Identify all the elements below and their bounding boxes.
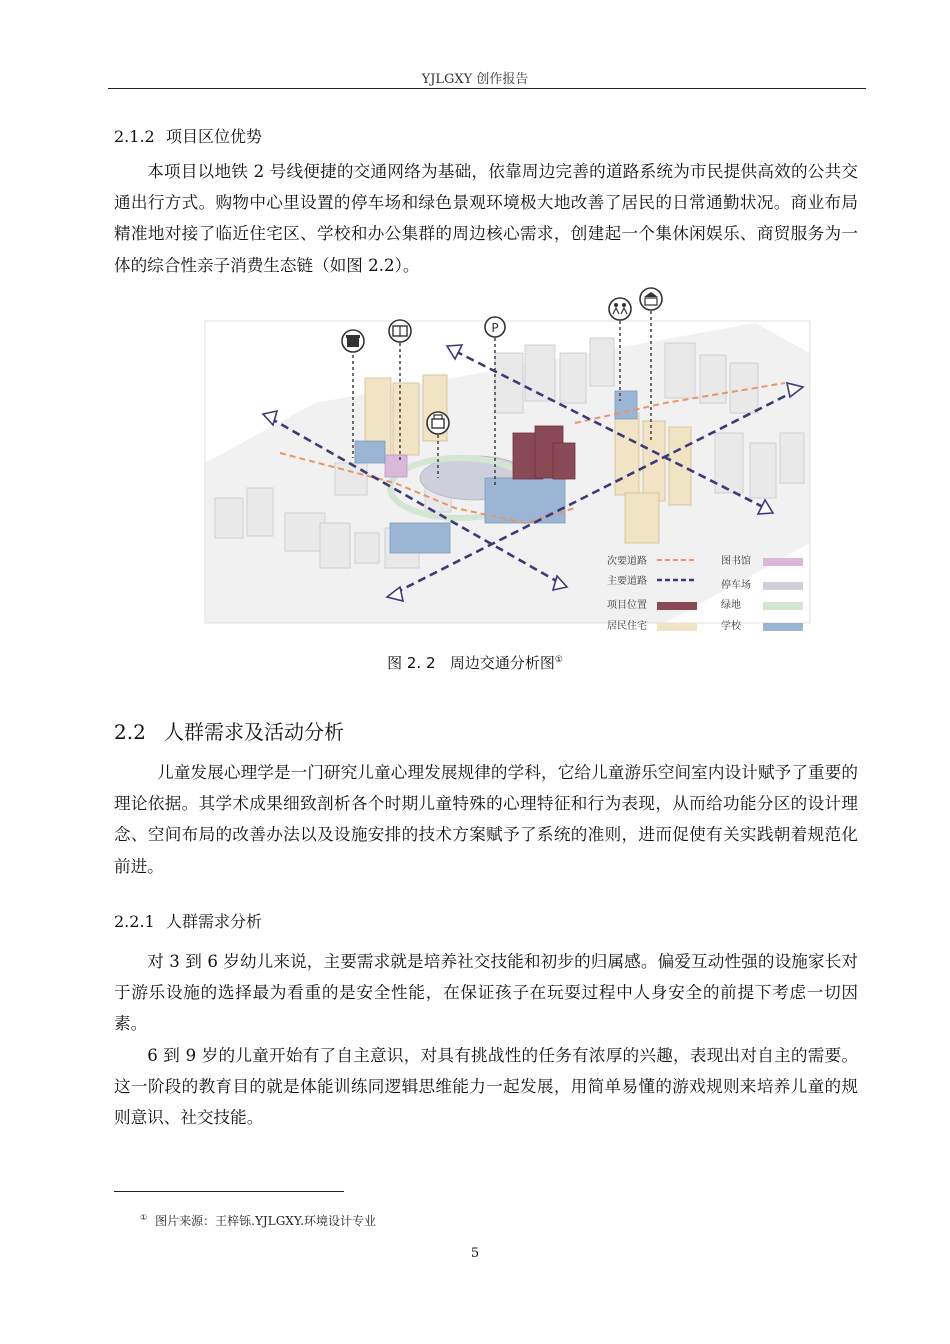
paragraph-age-3-6: 对 3 到 6 岁幼儿来说，主要需求就是培养社交技能和初步的归属感。偏爱互动性强的设施家长对于游乐设施的选择最为看重的是安全性能，在保证孩子在玩耍过程中人身安全的前提下考虑一切因素。 <box>114 952 858 1034</box>
caption-title: 周边交通分析图 <box>449 654 555 672</box>
parking-icon <box>485 317 505 337</box>
paragraph-crowd-analysis: 儿童发展心理学是一门研究儿童心理发展规律的学科，它给儿童游乐空间室内设计赋予了重要的理论依据。其学术成果细致剖析各个时期儿童特殊的心理特征和行为表现，从而给功能分区的设计理念、空间布局的改善办法以及设施安排的技术方案赋予了系统的准则，进而促使有关实践朝着规范化前进。 <box>114 763 858 876</box>
caption-footnote-mark: ① <box>554 655 563 665</box>
svg-text:P: P <box>491 321 499 335</box>
svg-text:停车场: 停车场 <box>721 580 751 591</box>
bank-icon <box>640 288 662 310</box>
svg-text:学校: 学校 <box>721 621 741 632</box>
svg-text:图书馆: 图书馆 <box>721 556 751 567</box>
family-icon <box>609 298 631 320</box>
paragraph-age-6-9: 6 到 9 岁的儿童开始有了自主意识，对具有挑战性的任务有浓厚的兴趣，表现出对自主的需要。这一阶段的教育目的就是体能训练同逻辑思维能力一起发展，用简单易懂的游戏规则来培养儿童的规则意识、社交技能。 <box>114 1046 858 1128</box>
caption-prefix: 图 2. 2 <box>387 654 436 672</box>
page-number: 5 <box>470 1246 480 1261</box>
footnote-text: 图片来源：王梓铄.YJLGXY.环境设计专业 <box>155 1214 377 1228</box>
traffic-analysis-diagram <box>195 283 815 635</box>
traffic-analysis-figure <box>195 283 815 635</box>
section-heading-2-2-1 <box>114 909 262 932</box>
section-heading-2-2 <box>114 716 344 745</box>
section-number: 2.2 <box>114 720 146 744</box>
paragraph-location-advantage: 本项目以地铁 2 号线便捷的交通网络为基础，依靠周边完善的道路系统为市民提供高效的公共交通出行方式。购物中心里设置的停车场和绿色景观环境极大地改善了居民的日常通勤状况。商业布局精准地对接了临近住宅区、学校和办公集群的周边核心需求，创建起一个集休闲娱乐、商贸服务为一体的综合性亲子消费生态链（如图 2.2）。 <box>114 162 858 275</box>
section-title: 人群需求及活动分析 <box>164 720 344 744</box>
header-divider <box>108 88 866 89</box>
figure-caption <box>0 652 950 673</box>
footnote-divider <box>114 1191 344 1192</box>
section-number: 2.2.1 <box>114 912 155 931</box>
footnote-mark: ① <box>140 1213 148 1222</box>
gift-icon <box>342 330 364 352</box>
page-header-title: YJLGXY 创作报告 <box>421 72 529 87</box>
svg-text:居民住宅: 居民住宅 <box>607 621 647 632</box>
svg-text:次要道路: 次要道路 <box>607 556 647 567</box>
book-icon <box>389 320 411 342</box>
svg-text:主要道路: 主要道路 <box>607 576 647 587</box>
section-title: 项目区位优势 <box>166 127 263 146</box>
svg-text:项目位置: 项目位置 <box>607 600 647 611</box>
svg-text:绿地: 绿地 <box>721 600 741 611</box>
shopping-icon <box>427 412 449 434</box>
section-number: 2.1.2 <box>114 127 155 146</box>
section-title: 人群需求分析 <box>166 912 263 931</box>
section-heading-2-1-2 <box>114 124 262 147</box>
footnote <box>140 1212 376 1229</box>
